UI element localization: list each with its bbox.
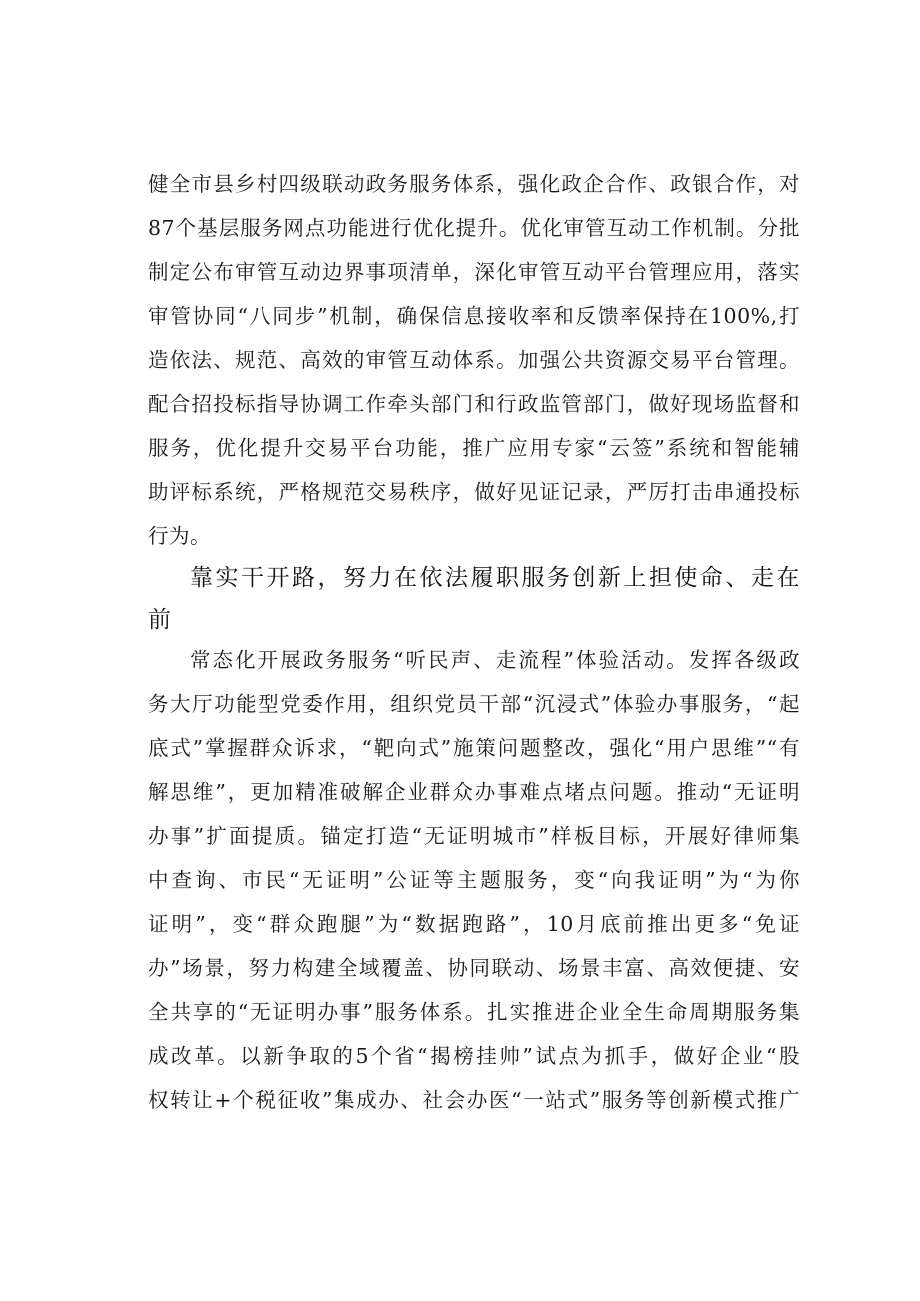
- paragraph-line: 服务，优化提升交易平台功能，推广应用专家“云签”系统和智能辅: [148, 436, 800, 460]
- paragraph-line: 中查询、市民“无证明”公证等主题服务，变“向我证明”为“为你: [148, 868, 800, 892]
- paragraph-line: 助评标系统，严格规范交易秩序，做好见证记录，严厉打击串通投标: [148, 480, 800, 504]
- heading-line: 靠实干开路，努力在依法履职服务创新上担使命、走在: [190, 565, 800, 591]
- paragraph-line: 配合招投标指导协调工作牵头部门和行政监管部门，做好现场监督和: [148, 392, 800, 416]
- paragraph-line: 常态化开展政务服务“听民声、走流程”体验活动。发挥各级政: [190, 648, 800, 672]
- paragraph-line: 权转让+个税征收”集成办、社会办医“一站式”服务等创新模式推广: [148, 1088, 800, 1112]
- paragraph-line: 办”场景，努力构建全域覆盖、协同联动、场景丰富、高效便捷、安: [148, 956, 800, 980]
- paragraph-line: 行为。: [148, 524, 211, 548]
- paragraph-line: 解思维”，更加精准破解企业群众办事难点堵点问题。推动“无证明: [148, 780, 800, 804]
- paragraph-line: 制定公布审管互动边界事项清单，深化审管互动平台管理应用，落实: [148, 260, 800, 284]
- heading-line: 前: [148, 607, 172, 633]
- paragraph-line: 底式”掌握群众诉求，“靶向式”施策问题整改，强化“用户思维”“有: [148, 736, 800, 760]
- paragraph-line: 87个基层服务网点功能进行优化提升。优化审管互动工作机制。分批: [148, 216, 800, 240]
- paragraph-line: 成改革。以新争取的5个省“揭榜挂帅”试点为抓手，做好企业“股: [148, 1044, 800, 1068]
- paragraph-line: 造依法、规范、高效的审管互动体系。加强公共资源交易平台管理。: [148, 348, 800, 372]
- paragraph-line: 健全市县乡村四级联动政务服务体系，强化政企合作、政银合作，对: [148, 172, 800, 196]
- paragraph-line: 审管协同“八同步”机制，确保信息接收率和反馈率保持在100%,打: [148, 304, 800, 328]
- paragraph-line: 办事”扩面提质。锚定打造“无证明城市”样板目标，开展好律师集: [148, 824, 800, 848]
- paragraph-line: 证明”，变“群众跑腿”为“数据跑路”，10月底前推出更多“免证: [148, 912, 800, 936]
- paragraph-line: 务大厅功能型党委作用，组织党员干部“沉浸式”体验办事服务，“起: [148, 692, 800, 716]
- paragraph-line: 全共享的“无证明办事”服务体系。扎实推进企业全生命周期服务集: [148, 1000, 800, 1024]
